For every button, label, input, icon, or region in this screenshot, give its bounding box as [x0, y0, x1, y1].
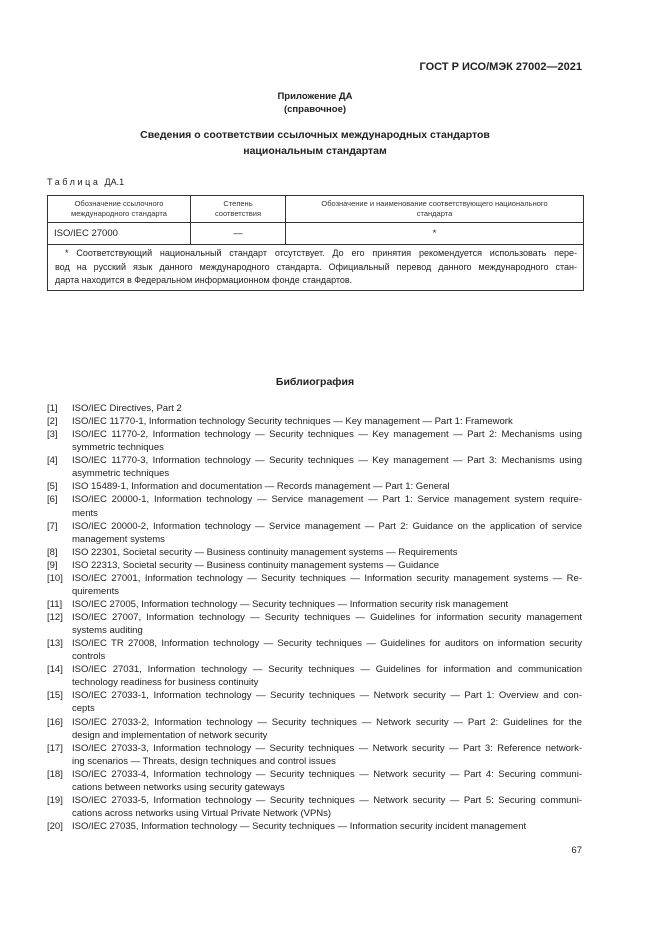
bibliography-entry-line: ISO 22301, Societal security — Business continuity management systems — Requirements	[72, 546, 458, 558]
bibliography-entry-text	[72, 663, 582, 689]
bibliography-entry	[47, 454, 583, 480]
bibliography-entry-line: ISO/IEC 11770-1, Information technology Security techniques — Key management — Part 1: Framework	[72, 416, 513, 428]
footnote-line: дарта находится в Федеральном информационном фонде стандартов.	[55, 275, 353, 286]
bibliography-entry-number: [9]	[47, 559, 58, 571]
bibliography-entry-number: [13]	[47, 638, 63, 650]
bibliography-entry-line: ISO 15489-1, Information and documentation — Records management — Part 1: General	[72, 481, 450, 493]
bibliography-entry-number: [3]	[47, 429, 58, 441]
bibliography-entry	[47, 415, 583, 428]
bibliography-entry-line: design and implementation of network security	[72, 729, 268, 741]
bibliography-entry-line: quirements	[72, 585, 119, 597]
column-header-line: Обозначение ссылочного	[74, 199, 164, 208]
bibliography-entry-text	[72, 428, 582, 454]
bibliography-entry-line: ments	[72, 507, 98, 519]
bibliography-entry-text	[72, 689, 582, 715]
appendix-heading	[47, 127, 583, 159]
bibliography-entry-text	[72, 415, 582, 428]
bibliography-entry	[47, 598, 583, 611]
bibliography-entry-text	[72, 559, 582, 572]
bibliography-list	[47, 402, 583, 833]
table-caption-id: ДА.1	[104, 177, 125, 187]
bibliography-entry	[47, 559, 583, 572]
bibliography-entry-text	[72, 768, 582, 794]
bibliography-entry-line: ISO/IEC 20000-1, Information technology — Service management — Part 1: Service management system require-	[72, 494, 582, 506]
bibliography-entry-line: ISO/IEC Directives, Part 2	[72, 403, 182, 414]
bibliography-entry-line: cepts	[72, 703, 95, 715]
bibliography-entry-line: ISO/IEC 27033-3, Information technology — Security techniques — Network security — Part 3: Reference network-	[72, 742, 582, 754]
bibliography-entry-line: asymmetric techniques	[72, 468, 170, 480]
bibliography-entry-number: [15]	[47, 690, 63, 702]
bibliography-entry-line: ISO/IEC 11770-2, Information technology — Security techniques — Key management — Part 2: Mechanisms using	[72, 429, 582, 441]
table-caption	[47, 177, 124, 187]
bibliography-entry-text	[72, 454, 582, 480]
appendix-title: Приложение ДА	[277, 91, 353, 102]
bibliography-entry	[47, 637, 583, 663]
bibliography-entry-number: [20]	[47, 821, 63, 832]
bibliography-entry	[47, 689, 583, 715]
bibliography-entry-line: systems auditing	[72, 625, 143, 637]
table-caption-word: Таблица	[47, 177, 101, 187]
bibliography-entry-number: [12]	[47, 612, 63, 623]
bibliography-entry-number: [1]	[47, 403, 58, 414]
bibliography-entry-line: ISO/IEC 27001, Information technology — Security techniques — Information security management systems — Re-	[72, 572, 582, 584]
bibliography-entry-number: [4]	[47, 455, 58, 467]
table-row	[48, 223, 584, 245]
bibliography-entry-line: ISO/IEC 11770-3, Information technology — Security techniques — Key management — Part 3: Mechanisms using	[72, 455, 582, 467]
bibliography-entry	[47, 716, 583, 742]
bibliography-entry	[47, 493, 583, 519]
table-cell-reference-standard: ISO/IEC 27000	[48, 223, 191, 245]
column-header-line: Степень	[223, 199, 253, 208]
bibliography-entry-text	[72, 572, 582, 598]
bibliography-entry-text	[72, 493, 582, 519]
bibliography-entry-text	[72, 480, 582, 493]
column-header-line: Обозначение и наименование соответствующего национального	[321, 199, 548, 208]
bibliography-entry-line: ISO/IEC 27033-2, Information technology — Security techniques — Network security — Part 2: Guidelines for the	[72, 716, 582, 728]
bibliography-entry	[47, 402, 583, 415]
bibliography-entry-line: cations between networks using security gateways	[72, 781, 285, 793]
column-header-national-standard	[286, 196, 584, 223]
footnote-line: * Соответствующий национальный стандарт отсутствует. До его принятия рекомендуется использовать пере-	[65, 248, 577, 259]
bibliography-entry-line: ISO/IEC 27033-4, Information technology — Security techniques — Network security — Part 4: Securing communi-	[72, 768, 582, 780]
correspondence-table	[47, 195, 584, 291]
bibliography-entry-text	[72, 546, 582, 559]
bibliography-entry-number: [5]	[47, 481, 58, 493]
appendix-heading-line: Сведения о соответствии ссылочных международных стандартов	[140, 129, 490, 141]
bibliography-entry-text	[72, 520, 582, 546]
column-header-degree	[191, 196, 286, 223]
bibliography-entry-line: ISO/IEC TR 27008, Information technology — Security techniques — Guidelines for auditors on information security	[72, 638, 582, 650]
page-number: 67	[571, 845, 582, 856]
bibliography-entry	[47, 480, 583, 493]
table-cell-national-standard: *	[286, 223, 584, 245]
bibliography-entry-line: ISO/IEC 27031, Information technology — Security techniques — Guidelines for information and communication	[72, 664, 582, 676]
bibliography-entry-line: ISO/IEC 27033-1, Information technology — Security techniques — Network security — Part 1: Overview and con-	[72, 690, 582, 702]
bibliography-entry-text	[72, 598, 582, 611]
bibliography-entry	[47, 768, 583, 794]
bibliography-entry-number: [14]	[47, 664, 63, 676]
bibliography-entry	[47, 794, 583, 820]
bibliography-entry-line: ISO/IEC 20000-2, Information technology — Service management — Part 2: Guidance on the application of service	[72, 520, 582, 532]
bibliography-entry-line: ISO/IEC 27035, Information technology — Security techniques — Information security incident management	[72, 821, 527, 832]
bibliography-entry	[47, 572, 583, 598]
bibliography-entry-text	[72, 637, 582, 663]
bibliography-entry	[47, 611, 583, 637]
document-code: ГОСТ Р ИСО/МЭК 27002—2021	[419, 61, 582, 73]
bibliography-entry-text	[72, 742, 582, 768]
bibliography-entry-line: ISO 22313, Societal security — Business continuity management systems — Guidance	[72, 559, 439, 571]
bibliography-entry	[47, 742, 583, 768]
bibliography-entry-line: technology readiness for business continuity	[72, 677, 259, 689]
bibliography-entry-text	[72, 611, 582, 637]
bibliography-entry-number: [19]	[47, 794, 63, 806]
bibliography-entry-number: [11]	[47, 598, 63, 610]
bibliography-entry-line: ing scenarios — Threats, design techniques and control issues	[72, 755, 336, 767]
bibliography-entry-number: [2]	[47, 416, 58, 428]
table-footnote	[48, 245, 584, 291]
bibliography-entry-text	[72, 820, 582, 833]
bibliography-entry-number: [16]	[47, 716, 63, 728]
bibliography-entry-text	[72, 794, 582, 820]
bibliography-entry-number: [8]	[47, 546, 58, 558]
column-header-reference-standard	[48, 196, 191, 223]
bibliography-entry-line: management systems	[72, 533, 165, 545]
bibliography-entry-number: [17]	[47, 742, 63, 754]
bibliography-entry-line: controls	[72, 651, 106, 663]
bibliography-entry	[47, 663, 583, 689]
bibliography-entry-line: ISO/IEC 27033-5, Information technology — Security techniques — Network security — Part 5: Securing communi-	[72, 794, 582, 806]
bibliography-entry-line: ISO/IEC 27005, Information technology — Security techniques — Information security risk management	[72, 598, 509, 610]
bibliography-entry	[47, 820, 583, 833]
bibliography-entry-number: [7]	[47, 520, 58, 532]
column-header-line: международного стандарта	[71, 209, 167, 218]
bibliography-entry-number: [6]	[47, 494, 58, 506]
bibliography-entry	[47, 520, 583, 546]
table-header-row	[48, 196, 584, 223]
bibliography-entry-text	[72, 716, 582, 742]
footnote-line: вод на русский язык данного международного стандарта. Официальный перевод данного международного стан-	[55, 261, 577, 272]
bibliography-entry-number: [10]	[47, 572, 63, 584]
appendix-heading-line: национальным стандартам	[243, 145, 387, 157]
bibliography-entry-line: ISO/IEC 27007, Information technology — Security techniques — Guidelines for information security management	[72, 612, 582, 623]
bibliography-entry-text	[72, 402, 582, 415]
bibliography-entry-line: cations across networks using Virtual Private Network (VPNs)	[72, 807, 332, 819]
bibliography-title: Библиография	[275, 376, 355, 388]
bibliography-entry-number: [18]	[47, 768, 63, 780]
table-cell-degree: —	[191, 223, 286, 245]
bibliography-entry	[47, 546, 583, 559]
appendix-note: (справочное)	[283, 104, 347, 115]
bibliography-entry	[47, 428, 583, 454]
column-header-line: соответствия	[214, 209, 262, 218]
table-footnote-row	[48, 245, 584, 291]
column-header-line: стандарта	[416, 209, 453, 218]
bibliography-entry-line: symmetric techniques	[72, 442, 164, 454]
